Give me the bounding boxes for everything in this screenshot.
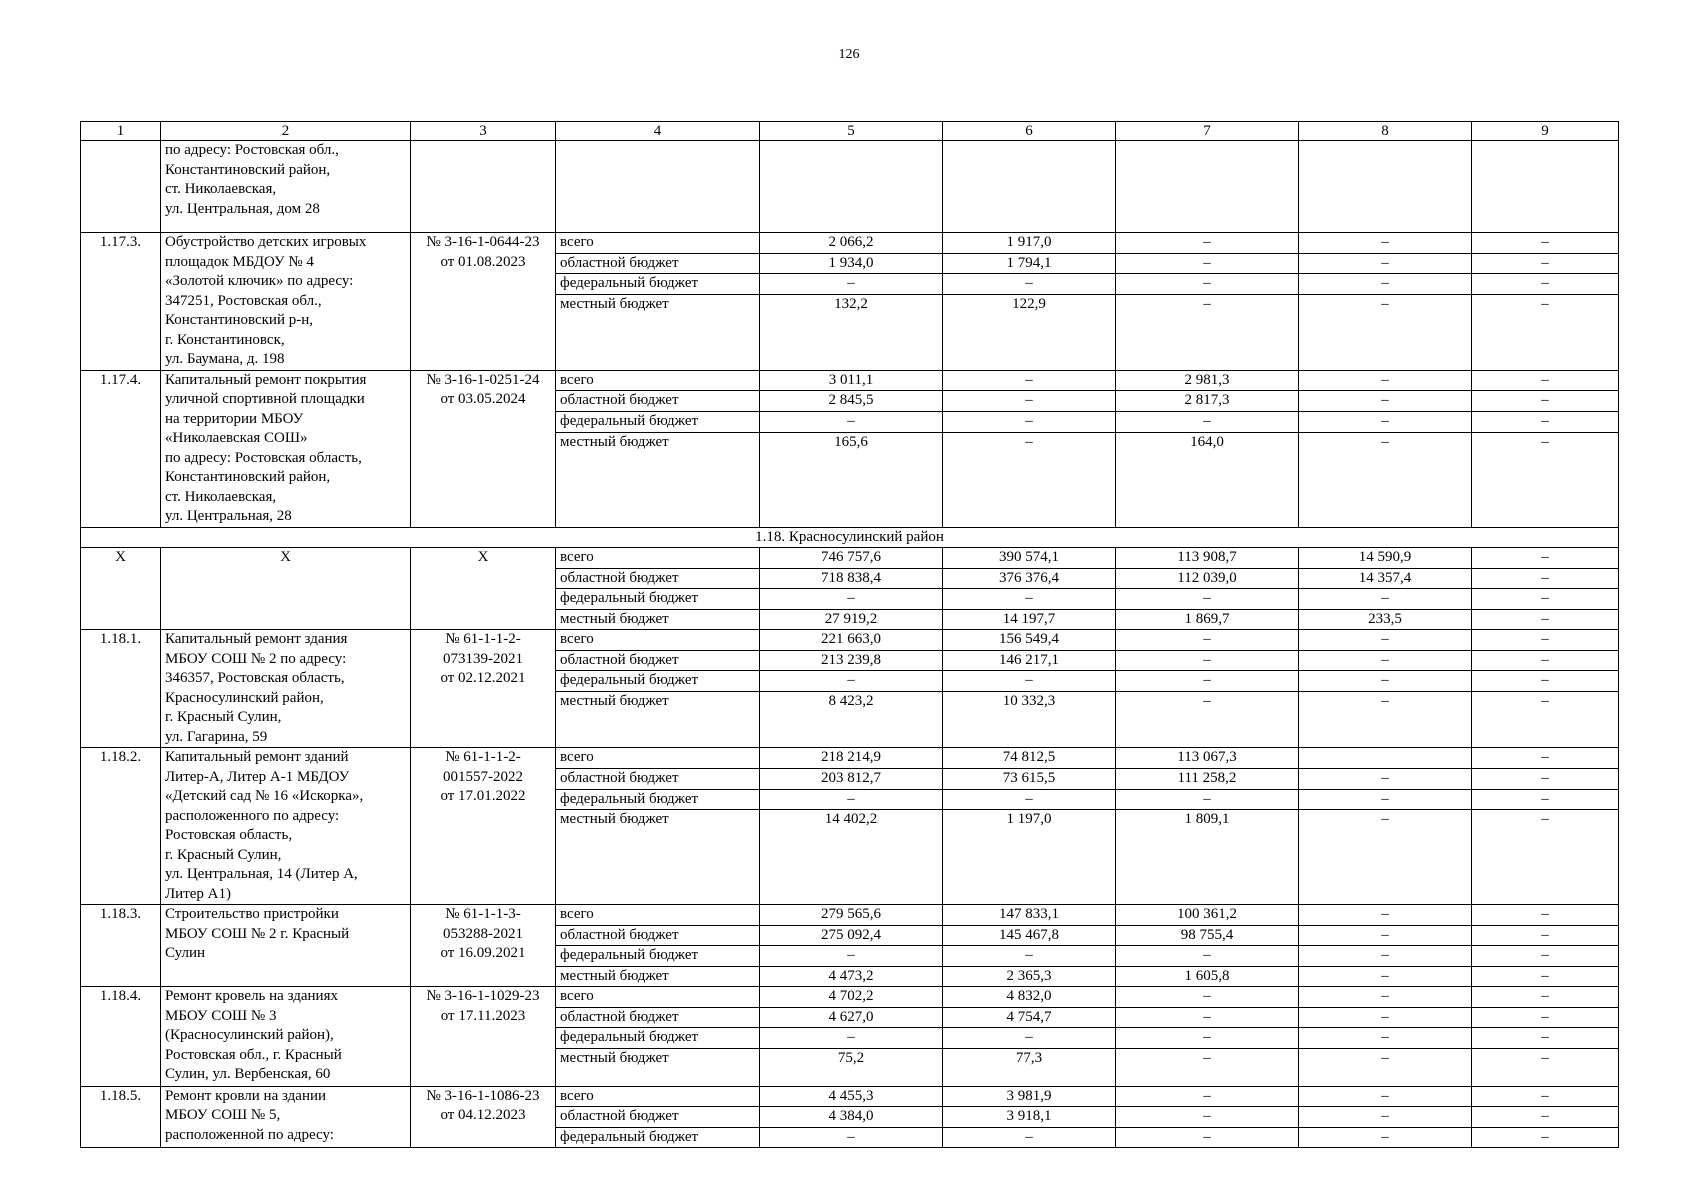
value-cell: 390 574,1 xyxy=(943,548,1116,569)
budget-type-cell: областной бюджет xyxy=(556,1107,760,1128)
document-number-cell: № 3-16-1-1086-23 от 04.12.2023 xyxy=(411,1086,556,1148)
budget-type-cell: местный бюджет xyxy=(556,1048,760,1086)
value-cell: – xyxy=(1299,650,1472,671)
value-cell: 2 365,3 xyxy=(943,966,1116,987)
value-cell: – xyxy=(943,671,1116,692)
value-cell: – xyxy=(1116,1048,1299,1086)
value-cell: 14 357,4 xyxy=(1299,568,1472,589)
column-header: 1 xyxy=(81,122,161,141)
value-cell: 1 917,0 xyxy=(943,233,1116,254)
budget-row xyxy=(81,233,1619,254)
value-cell: – xyxy=(1472,748,1619,769)
value-cell: – xyxy=(1116,946,1299,967)
value-cell: – xyxy=(1472,650,1619,671)
value-cell: – xyxy=(1116,253,1299,274)
value-cell: – xyxy=(1472,1086,1619,1107)
value-cell: 1 809,1 xyxy=(1116,810,1299,905)
value-cell: – xyxy=(1472,691,1619,747)
value-cell: 213 239,8 xyxy=(760,650,943,671)
budget-row xyxy=(81,630,1619,651)
value-cell: 4 754,7 xyxy=(943,1007,1116,1028)
document-number-cell: № 61-1-1-2- 001557-2022 от 17.01.2022 xyxy=(411,748,556,905)
budget-type-cell: всего xyxy=(556,748,760,769)
value-cell: – xyxy=(1116,1086,1299,1107)
budget-row xyxy=(81,370,1619,391)
value-cell: – xyxy=(1472,1007,1619,1028)
value-cell: – xyxy=(1299,274,1472,295)
document-number-cell: № 3-16-1-1029-23 от 17.11.2023 xyxy=(411,987,556,1087)
value-cell: – xyxy=(1472,768,1619,789)
value-cell xyxy=(1299,748,1472,769)
column-header: 9 xyxy=(1472,122,1619,141)
value-cell: – xyxy=(1299,987,1472,1008)
value-cell: 98 755,4 xyxy=(1116,925,1299,946)
budget-type-cell: федеральный бюджет xyxy=(556,589,760,610)
value-cell: – xyxy=(1299,789,1472,810)
value-cell: 156 549,4 xyxy=(943,630,1116,651)
budget-type-cell: местный бюджет xyxy=(556,691,760,747)
item-name-cell: Ремонт кровель на зданиях МБОУ СОШ № 3 (Красносулинский район), Ростовская обл., г. Красный Сулин, ул. Вербенская, 60 xyxy=(161,987,411,1087)
value-cell: 14 590,9 xyxy=(1299,548,1472,569)
value-cell: 2 845,5 xyxy=(760,391,943,412)
item-name-cell: Ремонт кровли на здании МБОУ СОШ № 5, расположенной по адресу: xyxy=(161,1086,411,1148)
item-name-cell: Обустройство детских игровых площадок МБДОУ № 4 «Золотой ключик» по адресу: 347251, Ростовская обл., Константиновский р-н, г. Константиновск, ул. Баумана, д. 198 xyxy=(161,233,411,371)
value-cell: 164,0 xyxy=(1116,432,1299,527)
value-cell: – xyxy=(1116,691,1299,747)
value-cell: – xyxy=(943,370,1116,391)
value-cell: – xyxy=(1116,1127,1299,1148)
budget-type-cell: всего xyxy=(556,1086,760,1107)
budget-type-cell: областной бюджет xyxy=(556,925,760,946)
value-cell: – xyxy=(1472,432,1619,527)
value-cell: – xyxy=(1116,274,1299,295)
document-number-cell: № 3-16-1-0644-23 от 01.08.2023 xyxy=(411,233,556,371)
value-cell: 4 384,0 xyxy=(760,1107,943,1128)
value-cell: – xyxy=(1116,1007,1299,1028)
value-cell: 113 908,7 xyxy=(1116,548,1299,569)
budget-type-cell: всего xyxy=(556,987,760,1008)
value-cell: – xyxy=(1472,905,1619,926)
empty-cell xyxy=(1472,141,1619,233)
value-cell: – xyxy=(760,946,943,967)
header-row xyxy=(81,122,1619,141)
budget-type-cell: местный бюджет xyxy=(556,810,760,905)
empty-cell xyxy=(411,141,556,233)
budget-type-cell: федеральный бюджет xyxy=(556,1127,760,1148)
budget-type-cell: федеральный бюджет xyxy=(556,789,760,810)
value-cell: 1 794,1 xyxy=(943,253,1116,274)
value-cell: – xyxy=(1299,294,1472,370)
document-number-cell: № 61-1-1-3- 053288-2021 от 16.09.2021 xyxy=(411,905,556,987)
value-cell: – xyxy=(1116,650,1299,671)
value-cell: – xyxy=(1472,233,1619,254)
value-cell: – xyxy=(1472,1048,1619,1086)
value-cell: 2 066,2 xyxy=(760,233,943,254)
value-cell: – xyxy=(943,432,1116,527)
item-name-cell: Капитальный ремонт здания МБОУ СОШ № 2 по адресу: 346357, Ростовская область, Красносулинский район, г. Красный Сулин, ул. Гагарина, 59 xyxy=(161,630,411,748)
value-cell: – xyxy=(1299,1028,1472,1049)
value-cell: – xyxy=(1299,946,1472,967)
value-cell: – xyxy=(760,274,943,295)
value-cell: 4 832,0 xyxy=(943,987,1116,1008)
item-name-cell: по адресу: Ростовская обл., Константиновский район, ст. Николаевская, ул. Центральная, дом 28 xyxy=(161,141,411,233)
value-cell: – xyxy=(1472,274,1619,295)
value-cell: 218 214,9 xyxy=(760,748,943,769)
column-header: 4 xyxy=(556,122,760,141)
budget-type-cell: областной бюджет xyxy=(556,650,760,671)
column-header: 3 xyxy=(411,122,556,141)
value-cell: 8 423,2 xyxy=(760,691,943,747)
value-cell: – xyxy=(1299,1048,1472,1086)
value-cell: – xyxy=(943,391,1116,412)
value-cell: – xyxy=(1299,1127,1472,1148)
value-cell: 718 838,4 xyxy=(760,568,943,589)
value-cell: – xyxy=(1116,589,1299,610)
value-cell: 165,6 xyxy=(760,432,943,527)
value-cell: – xyxy=(1472,925,1619,946)
item-number-cell xyxy=(81,141,161,233)
value-cell: – xyxy=(1299,1107,1472,1128)
value-cell: 73 615,5 xyxy=(943,768,1116,789)
budget-type-cell: областной бюджет xyxy=(556,253,760,274)
budget-type-cell: всего xyxy=(556,905,760,926)
column-header: 7 xyxy=(1116,122,1299,141)
value-cell: 746 757,6 xyxy=(760,548,943,569)
value-cell: 2 817,3 xyxy=(1116,391,1299,412)
value-cell: 3 918,1 xyxy=(943,1107,1116,1128)
column-header: 6 xyxy=(943,122,1116,141)
budget-type-cell: областной бюджет xyxy=(556,768,760,789)
value-cell: – xyxy=(760,412,943,433)
value-cell: 275 092,4 xyxy=(760,925,943,946)
value-cell: 4 455,3 xyxy=(760,1086,943,1107)
budget-type-cell: всего xyxy=(556,233,760,254)
budget-type-cell: федеральный бюджет xyxy=(556,1028,760,1049)
budget-type-cell: федеральный бюджет xyxy=(556,946,760,967)
budget-type-cell: федеральный бюджет xyxy=(556,671,760,692)
value-cell: 376 376,4 xyxy=(943,568,1116,589)
x-mark-cell: Х xyxy=(411,548,556,630)
budget-row xyxy=(81,1086,1619,1107)
value-cell: – xyxy=(760,1028,943,1049)
item-number-cell: 1.17.3. xyxy=(81,233,161,371)
value-cell: – xyxy=(1472,1107,1619,1128)
value-cell: – xyxy=(1472,1127,1619,1148)
value-cell: – xyxy=(1299,1007,1472,1028)
value-cell: 100 361,2 xyxy=(1116,905,1299,926)
value-cell: – xyxy=(1116,671,1299,692)
value-cell: – xyxy=(1116,789,1299,810)
value-cell: – xyxy=(943,946,1116,967)
value-cell: – xyxy=(943,1028,1116,1049)
value-cell: – xyxy=(1472,789,1619,810)
value-cell: – xyxy=(943,412,1116,433)
empty-cell xyxy=(1299,141,1472,233)
value-cell: 111 258,2 xyxy=(1116,768,1299,789)
value-cell: – xyxy=(1299,589,1472,610)
value-cell: 113 067,3 xyxy=(1116,748,1299,769)
value-cell: – xyxy=(1299,391,1472,412)
empty-cell xyxy=(1116,141,1299,233)
continuation-row xyxy=(81,141,1619,233)
item-number-cell: 1.18.2. xyxy=(81,748,161,905)
budget-type-cell: всего xyxy=(556,548,760,569)
item-number-cell: 1.18.1. xyxy=(81,630,161,748)
value-cell: – xyxy=(760,589,943,610)
budget-type-cell: местный бюджет xyxy=(556,609,760,630)
value-cell: – xyxy=(1472,1028,1619,1049)
value-cell: – xyxy=(1472,412,1619,433)
x-mark-cell: Х xyxy=(81,548,161,630)
column-header: 8 xyxy=(1299,122,1472,141)
value-cell: – xyxy=(1299,253,1472,274)
value-cell: – xyxy=(943,789,1116,810)
value-cell: – xyxy=(1472,987,1619,1008)
item-name-cell: Капитальный ремонт покрытия уличной спортивной площадки на территории МБОУ «Николаевская СОШ» по адресу: Ростовская область, Константиновский район, ст. Николаевская, ул. Центральная, 28 xyxy=(161,370,411,527)
budget-row xyxy=(81,748,1619,769)
value-cell: 233,5 xyxy=(1299,609,1472,630)
budget-type-cell: областной бюджет xyxy=(556,1007,760,1028)
value-cell: – xyxy=(1472,548,1619,569)
value-cell: 77,3 xyxy=(943,1048,1116,1086)
value-cell: 3 011,1 xyxy=(760,370,943,391)
value-cell: 1 605,8 xyxy=(1116,966,1299,987)
column-header: 2 xyxy=(161,122,411,141)
x-mark-cell: Х xyxy=(161,548,411,630)
document-number-cell: № 3-16-1-0251-24 от 03.05.2024 xyxy=(411,370,556,527)
value-cell: – xyxy=(1116,412,1299,433)
value-cell: – xyxy=(1299,432,1472,527)
budget-row xyxy=(81,987,1619,1008)
value-cell: – xyxy=(1472,589,1619,610)
value-cell: – xyxy=(1299,671,1472,692)
value-cell: – xyxy=(1299,905,1472,926)
value-cell: – xyxy=(1472,568,1619,589)
value-cell: – xyxy=(1472,946,1619,967)
value-cell: – xyxy=(1299,768,1472,789)
budget-type-cell: местный бюджет xyxy=(556,294,760,370)
budget-type-cell: всего xyxy=(556,630,760,651)
value-cell: – xyxy=(1116,987,1299,1008)
value-cell: 145 467,8 xyxy=(943,925,1116,946)
empty-cell xyxy=(556,141,760,233)
value-cell: – xyxy=(1299,810,1472,905)
value-cell: 1 197,0 xyxy=(943,810,1116,905)
value-cell: – xyxy=(1299,233,1472,254)
value-cell: 4 627,0 xyxy=(760,1007,943,1028)
budget-type-cell: местный бюджет xyxy=(556,966,760,987)
value-cell: 27 919,2 xyxy=(760,609,943,630)
value-cell: 14 197,7 xyxy=(943,609,1116,630)
value-cell: – xyxy=(1299,691,1472,747)
page-number: 126 xyxy=(838,47,860,62)
item-name-cell: Капитальный ремонт зданий Литер-А, Литер А-1 МБДОУ «Детский сад № 16 «Искорка», расположенного по адресу: Ростовская область, г. Красный Сулин, ул. Центральная, 14 (Литер А, Литер А1) xyxy=(161,748,411,905)
column-header: 5 xyxy=(760,122,943,141)
value-cell: – xyxy=(1299,412,1472,433)
value-cell: – xyxy=(1116,233,1299,254)
section-title-row xyxy=(81,527,1619,548)
item-number-cell: 1.18.3. xyxy=(81,905,161,987)
value-cell: – xyxy=(1472,671,1619,692)
budget-type-cell: местный бюджет xyxy=(556,432,760,527)
value-cell: – xyxy=(1472,810,1619,905)
value-cell: 203 812,7 xyxy=(760,768,943,789)
budget-type-cell: федеральный бюджет xyxy=(556,274,760,295)
value-cell: – xyxy=(1472,609,1619,630)
value-cell: – xyxy=(1299,966,1472,987)
value-cell: – xyxy=(943,274,1116,295)
value-cell: – xyxy=(1299,1086,1472,1107)
value-cell: 1 869,7 xyxy=(1116,609,1299,630)
budget-type-cell: областной бюджет xyxy=(556,568,760,589)
document-number-cell: № 61-1-1-2- 073139-2021 от 02.12.2021 xyxy=(411,630,556,748)
item-name-cell: Строительство пристройки МБОУ СОШ № 2 г. Красный Сулин xyxy=(161,905,411,987)
budget-table xyxy=(80,121,1619,1148)
value-cell: 4 702,2 xyxy=(760,987,943,1008)
value-cell: – xyxy=(943,1127,1116,1148)
value-cell: – xyxy=(1472,630,1619,651)
value-cell: 147 833,1 xyxy=(943,905,1116,926)
item-number-cell: 1.17.4. xyxy=(81,370,161,527)
value-cell: – xyxy=(1472,391,1619,412)
value-cell: – xyxy=(1116,630,1299,651)
value-cell: – xyxy=(1116,1107,1299,1128)
value-cell: – xyxy=(760,789,943,810)
budget-row xyxy=(81,905,1619,926)
value-cell: 74 812,5 xyxy=(943,748,1116,769)
value-cell: 112 039,0 xyxy=(1116,568,1299,589)
value-cell: – xyxy=(1472,294,1619,370)
value-cell: – xyxy=(1299,925,1472,946)
value-cell: – xyxy=(760,1127,943,1148)
value-cell: 75,2 xyxy=(760,1048,943,1086)
value-cell: – xyxy=(1116,294,1299,370)
value-cell: 279 565,6 xyxy=(760,905,943,926)
budget-table-body xyxy=(81,122,1619,1148)
value-cell: – xyxy=(1299,370,1472,391)
value-cell: 3 981,9 xyxy=(943,1086,1116,1107)
empty-cell xyxy=(943,141,1116,233)
empty-cell xyxy=(760,141,943,233)
value-cell: – xyxy=(760,671,943,692)
value-cell: 221 663,0 xyxy=(760,630,943,651)
value-cell: 4 473,2 xyxy=(760,966,943,987)
budget-type-cell: областной бюджет xyxy=(556,391,760,412)
value-cell: 1 934,0 xyxy=(760,253,943,274)
value-cell: 14 402,2 xyxy=(760,810,943,905)
value-cell: – xyxy=(1472,966,1619,987)
value-cell: – xyxy=(1472,370,1619,391)
value-cell: – xyxy=(943,589,1116,610)
item-number-cell: 1.18.5. xyxy=(81,1086,161,1148)
value-cell: 122,9 xyxy=(943,294,1116,370)
value-cell: 146 217,1 xyxy=(943,650,1116,671)
value-cell: 132,2 xyxy=(760,294,943,370)
section-title: 1.18. Красносулинский район xyxy=(81,527,1619,548)
budget-type-cell: всего xyxy=(556,370,760,391)
value-cell: – xyxy=(1299,630,1472,651)
summary-row xyxy=(81,548,1619,569)
item-number-cell: 1.18.4. xyxy=(81,987,161,1087)
value-cell: 2 981,3 xyxy=(1116,370,1299,391)
value-cell: 10 332,3 xyxy=(943,691,1116,747)
value-cell: – xyxy=(1116,1028,1299,1049)
value-cell: – xyxy=(1472,253,1619,274)
budget-type-cell: федеральный бюджет xyxy=(556,412,760,433)
